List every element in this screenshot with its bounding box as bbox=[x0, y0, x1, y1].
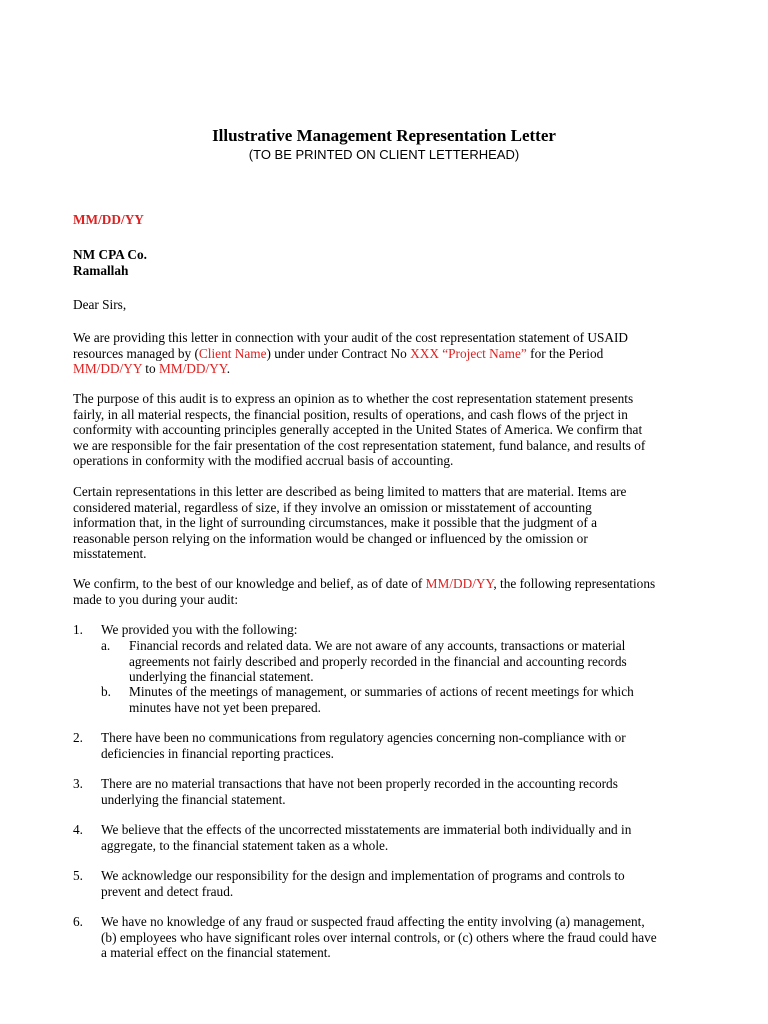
list-item-line: We acknowledge our responsibility for the design and implementation of programs and controls to bbox=[101, 868, 625, 883]
list-item-line: a material effect on the financial statement. bbox=[101, 945, 331, 960]
intro-line-3 bbox=[73, 361, 703, 377]
list-item-line: deficiencies in financial reporting practices. bbox=[101, 745, 334, 761]
sub-list-line: Financial records and related data. We are not aware of any accounts, transactions or material bbox=[129, 638, 626, 653]
list-item-number: 6. bbox=[73, 914, 83, 929]
letter-date: MM/DD/YY bbox=[73, 212, 144, 227]
salutation: Dear Sirs, bbox=[73, 297, 127, 312]
document-title: Illustrative Management Representation Letter bbox=[212, 126, 556, 145]
intro-line-2 bbox=[73, 346, 703, 362]
purpose-line: we are responsible for the fair presentation of the cost representation statement, fund balance, and results of bbox=[73, 437, 646, 453]
intro-line-1: We are providing this letter in connection with your audit of the cost representation statement of USAID bbox=[73, 330, 629, 345]
list-item-number: 3. bbox=[73, 776, 83, 791]
confirm-line-2: made to you during your audit: bbox=[73, 591, 239, 607]
purpose-line: operations in conformity with the modified accrual basis of accounting. bbox=[73, 453, 454, 468]
list-item-number: 4. bbox=[73, 822, 83, 837]
list-item-text bbox=[101, 868, 701, 899]
paragraph-intro bbox=[73, 330, 703, 377]
confirm-line-1 bbox=[73, 576, 703, 592]
list-item-line: (b) employees who have significant roles over internal controls, or (c) others where the fraud could have bbox=[101, 929, 657, 945]
list-item-text bbox=[101, 622, 701, 638]
purpose-line: fairly, in all material respects, the financial position, results of operations, and cash flows of the prject in bbox=[73, 406, 628, 422]
period-to-placeholder: MM/DD/YY bbox=[158, 361, 227, 376]
addressee-name: NM CPA Co. bbox=[73, 247, 147, 262]
paragraph-materiality bbox=[73, 484, 703, 562]
intro-text: resources managed by ( bbox=[73, 345, 199, 361]
purpose-line: The purpose of this audit is to express an opinion as to whether the cost representation statement presents bbox=[73, 391, 634, 406]
confirm-text: , the following representations bbox=[493, 576, 656, 591]
sub-list-letter: a. bbox=[101, 638, 111, 653]
list-item-line: We believe that the effects of the uncorrected misstatements are immaterial both individually and in bbox=[101, 822, 632, 837]
paragraph-confirm bbox=[73, 576, 703, 607]
addressee-city: Ramallah bbox=[73, 262, 129, 278]
list-item-line: underlying the financial statement. bbox=[101, 791, 286, 807]
sub-list-line: Minutes of the meetings of management, or summaries of actions of recent meetings for which bbox=[129, 684, 634, 699]
materiality-line: considered material, regardless of size, if they involve an omission or misstatement of accounting bbox=[73, 499, 592, 515]
list-item-number: 2. bbox=[73, 730, 83, 745]
list-item-line: We provided you with the following: bbox=[101, 622, 298, 637]
list-item-line: We have no knowledge of any fraud or suspected fraud affecting the entity involving (a) management, bbox=[101, 914, 645, 929]
list-item-line: There have been no communications from regulatory agencies concerning non-compliance with or bbox=[101, 730, 626, 745]
list-item-line: aggregate, to the financial statement taken as a whole. bbox=[101, 837, 389, 853]
materiality-line: reasonable person relying on the information would be changed or influenced by the omission or bbox=[73, 530, 588, 546]
list-item-text bbox=[101, 730, 701, 761]
period-from-placeholder: MM/DD/YY bbox=[73, 361, 142, 376]
sub-list-line: minutes have not yet been prepared. bbox=[129, 699, 321, 715]
confirm-text: We confirm, to the best of our knowledge and belief, as of date of bbox=[73, 576, 426, 591]
contract-placeholder: XXX “Project Name” bbox=[410, 345, 527, 361]
list-item-line: There are no material transactions that have not been properly recorded in the accounting records bbox=[101, 776, 618, 791]
confirm-date-placeholder: MM/DD/YY bbox=[425, 576, 494, 591]
sub-list-letter: b. bbox=[101, 684, 111, 699]
materiality-line: information that, in the light of surrounding circumstances, make it possible that the judgment of a bbox=[73, 515, 598, 530]
intro-text: ) under under Contract No bbox=[266, 345, 411, 361]
list-item-line: prevent and detect fraud. bbox=[101, 883, 234, 899]
purpose-line: conformity with accounting principles generally accepted in the United States of America. We confirm that bbox=[73, 422, 643, 437]
paragraph-purpose bbox=[73, 391, 703, 469]
list-item-text bbox=[101, 776, 701, 807]
intro-text: to bbox=[141, 361, 159, 376]
list-item-number: 5. bbox=[73, 868, 83, 883]
list-item-number: 1. bbox=[73, 622, 83, 637]
sub-list-text bbox=[129, 684, 634, 715]
list-item-text bbox=[101, 914, 701, 961]
materiality-line: Certain representations in this letter are described as being limited to matters that are material. Items are bbox=[73, 484, 627, 499]
client-name-placeholder: Client Name bbox=[198, 345, 267, 361]
sub-list-line: agreements not fairly described and properly recorded in the financial and accounting records bbox=[129, 653, 627, 669]
materiality-line: misstatement. bbox=[73, 546, 147, 561]
sub-list-text bbox=[129, 638, 627, 685]
addressee-block bbox=[73, 247, 703, 278]
intro-text: for the Period bbox=[526, 345, 604, 361]
sub-list-line: underlying the financial statement. bbox=[129, 669, 314, 684]
list-item-text bbox=[101, 822, 701, 853]
document-subtitle: (TO BE PRINTED ON CLIENT LETTERHEAD) bbox=[248, 147, 520, 162]
intro-text: . bbox=[226, 361, 231, 376]
